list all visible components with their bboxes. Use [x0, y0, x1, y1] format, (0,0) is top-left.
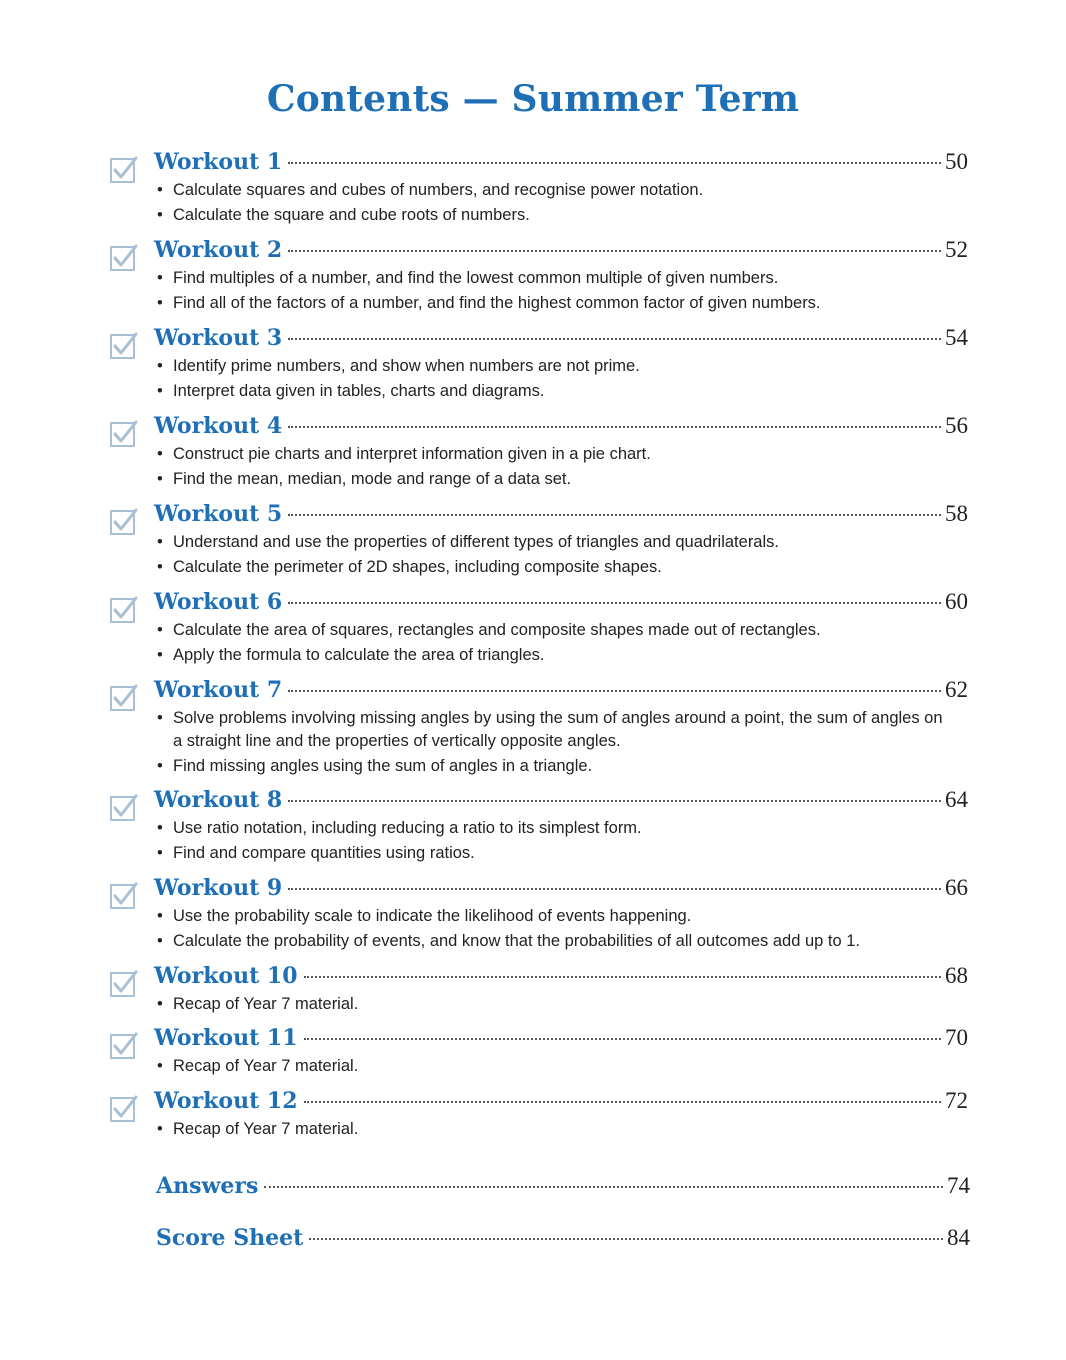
bullet-icon: •	[157, 709, 163, 727]
bullet-icon: •	[157, 181, 163, 199]
objective-text: Find multiples of a number, and find the lowest common multiple of given numbers.	[173, 269, 779, 287]
objective-item	[155, 556, 945, 579]
bullet-icon: •	[157, 819, 163, 837]
checkbox-tick-icon	[110, 420, 136, 446]
objectives-list	[155, 355, 945, 405]
objective-text: Calculate the perimeter of 2D shapes, including composite shapes.	[173, 558, 662, 576]
objective-item	[155, 755, 945, 778]
objective-text: Solve problems involving missing angles by using the sum of angles around a point, the sum of angles on a straight line and the properties of vertically opposite angles.	[173, 709, 943, 750]
workout-title: Workout 9	[154, 875, 283, 901]
objective-item	[155, 292, 945, 315]
checkbox-tick-icon	[110, 684, 136, 710]
objectives-list	[155, 531, 945, 581]
objective-item	[155, 842, 945, 865]
objective-item	[155, 993, 945, 1016]
objective-item	[155, 644, 945, 667]
checkbox-tick-icon	[110, 332, 136, 358]
workout-title: Workout 1	[154, 149, 283, 175]
dot-leader	[288, 602, 941, 604]
dot-leader	[264, 1186, 943, 1188]
toc-row	[154, 787, 968, 819]
objective-text: Understand and use the properties of different types of triangles and quadrilaterals.	[173, 533, 779, 551]
checkbox-tick-icon	[110, 970, 136, 996]
bullet-icon: •	[157, 621, 163, 639]
dot-leader	[288, 426, 941, 428]
page-number: 84	[947, 1225, 970, 1250]
objective-text: Calculate the square and cube roots of numbers.	[173, 206, 530, 224]
toc-row	[154, 963, 968, 995]
workout-title: Workout 5	[154, 501, 283, 527]
workout-title: Workout 2	[154, 237, 283, 263]
objective-text: Identify prime numbers, and show when numbers are not prime.	[173, 357, 640, 375]
workout-title: Workout 10	[154, 963, 298, 989]
page-number: 70	[945, 1025, 968, 1050]
objectives-list	[155, 619, 945, 669]
bullet-icon: •	[157, 357, 163, 375]
objective-text: Interpret data given in tables, charts and diagrams.	[173, 382, 545, 400]
bullet-icon: •	[157, 1120, 163, 1138]
toc-row	[154, 501, 968, 533]
bullet-icon: •	[157, 844, 163, 862]
objective-item	[155, 1055, 945, 1078]
objectives-list	[155, 817, 945, 867]
toc-row	[154, 413, 968, 445]
toc-row	[154, 325, 968, 357]
objective-text: Calculate squares and cubes of numbers, and recognise power notation.	[173, 181, 704, 199]
toc-row	[154, 875, 968, 907]
toc-row	[154, 1088, 968, 1120]
objective-item	[155, 468, 945, 491]
objective-item	[155, 619, 945, 642]
objective-text: Calculate the area of squares, rectangles and composite shapes made out of rectangles.	[173, 621, 821, 639]
page-number: 56	[945, 413, 968, 438]
workout-title: Workout 8	[154, 787, 283, 813]
bullet-icon: •	[157, 646, 163, 664]
objectives-list	[155, 905, 945, 955]
objective-text: Use ratio notation, including reducing a ratio to its simplest form.	[173, 819, 642, 837]
dot-leader	[304, 1038, 941, 1040]
objective-item	[155, 443, 945, 466]
bullet-icon: •	[157, 932, 163, 950]
objective-text: Find all of the factors of a number, and find the highest common factor of given numbers.	[173, 294, 821, 312]
objective-text: Find and compare quantities using ratios.	[173, 844, 475, 862]
dot-leader	[288, 800, 941, 802]
objective-text: Construct pie charts and interpret information given in a pie chart.	[173, 445, 651, 463]
objective-item	[155, 355, 945, 378]
page-number: 60	[945, 589, 968, 614]
section-title: Answers	[156, 1173, 259, 1199]
objective-item	[155, 267, 945, 290]
bullet-icon: •	[157, 533, 163, 551]
page-title: Contents — Summer Term	[266, 78, 800, 120]
checkbox-tick-icon	[110, 1032, 136, 1058]
objective-text: Find missing angles using the sum of angles in a triangle.	[173, 757, 593, 775]
objective-text: Recap of Year 7 material.	[173, 1057, 359, 1075]
dot-leader	[288, 690, 941, 692]
checkbox-tick-icon	[110, 244, 136, 270]
objectives-list	[155, 1118, 945, 1143]
dot-leader	[288, 162, 941, 164]
objective-item	[155, 930, 945, 953]
toc-row	[154, 237, 968, 269]
objective-item	[155, 380, 945, 403]
dot-leader	[309, 1238, 943, 1240]
page-number: 62	[945, 677, 968, 702]
section-title: Score Sheet	[156, 1225, 304, 1251]
bullet-icon: •	[157, 445, 163, 463]
bullet-icon: •	[157, 382, 163, 400]
objective-text: Use the probability scale to indicate the likelihood of events happening.	[173, 907, 692, 925]
page-number: 72	[945, 1088, 968, 1113]
objective-item	[155, 817, 945, 840]
objective-text: Recap of Year 7 material.	[173, 995, 359, 1013]
page-number: 58	[945, 501, 968, 526]
dot-leader	[288, 514, 941, 516]
workout-title: Workout 6	[154, 589, 283, 615]
toc-row	[154, 1025, 968, 1057]
toc-row	[154, 589, 968, 621]
dot-leader	[288, 888, 941, 890]
page-number: 66	[945, 875, 968, 900]
dot-leader	[304, 1101, 941, 1103]
objective-text: Find the mean, median, mode and range of a data set.	[173, 470, 572, 488]
bullet-icon: •	[157, 757, 163, 775]
checkbox-tick-icon	[110, 156, 136, 182]
objectives-list	[155, 993, 945, 1018]
bullet-icon: •	[157, 1057, 163, 1075]
workout-title: Workout 3	[154, 325, 283, 351]
bullet-icon: •	[157, 269, 163, 287]
objectives-list	[155, 1055, 945, 1080]
bullet-icon: •	[157, 907, 163, 925]
objectives-list	[155, 443, 945, 493]
page-number: 74	[947, 1173, 970, 1198]
objective-item	[155, 707, 945, 753]
checkbox-tick-icon	[110, 508, 136, 534]
page-number: 54	[945, 325, 968, 350]
bullet-icon: •	[157, 470, 163, 488]
checkbox-tick-icon	[110, 882, 136, 908]
checkbox-tick-icon	[110, 1095, 136, 1121]
page-number: 50	[945, 149, 968, 174]
objective-item	[155, 179, 945, 202]
toc-row	[154, 677, 968, 709]
checkbox-tick-icon	[110, 596, 136, 622]
bullet-icon: •	[157, 206, 163, 224]
bullet-icon: •	[157, 294, 163, 312]
toc-row	[156, 1173, 970, 1205]
objective-item	[155, 1118, 945, 1141]
toc-row	[156, 1225, 970, 1257]
bullet-icon: •	[157, 558, 163, 576]
objective-text: Apply the formula to calculate the area of triangles.	[173, 646, 545, 664]
checkbox-tick-icon	[110, 794, 136, 820]
objectives-list	[155, 707, 945, 780]
page-number: 64	[945, 787, 968, 812]
page-number: 52	[945, 237, 968, 262]
page-number: 68	[945, 963, 968, 988]
workout-title: Workout 7	[154, 677, 283, 703]
objective-item	[155, 905, 945, 928]
dot-leader	[288, 338, 941, 340]
objectives-list	[155, 267, 945, 317]
workout-title: Workout 12	[154, 1088, 298, 1114]
toc-row	[154, 149, 968, 181]
workout-title: Workout 4	[154, 413, 283, 439]
objective-text: Recap of Year 7 material.	[173, 1120, 359, 1138]
workout-title: Workout 11	[154, 1025, 298, 1051]
dot-leader	[304, 976, 941, 978]
objective-item	[155, 531, 945, 554]
objective-text: Calculate the probability of events, and know that the probabilities of all outcomes add up to 1.	[173, 932, 861, 950]
dot-leader	[288, 250, 941, 252]
bullet-icon: •	[157, 995, 163, 1013]
objective-item	[155, 204, 945, 227]
objectives-list	[155, 179, 945, 229]
